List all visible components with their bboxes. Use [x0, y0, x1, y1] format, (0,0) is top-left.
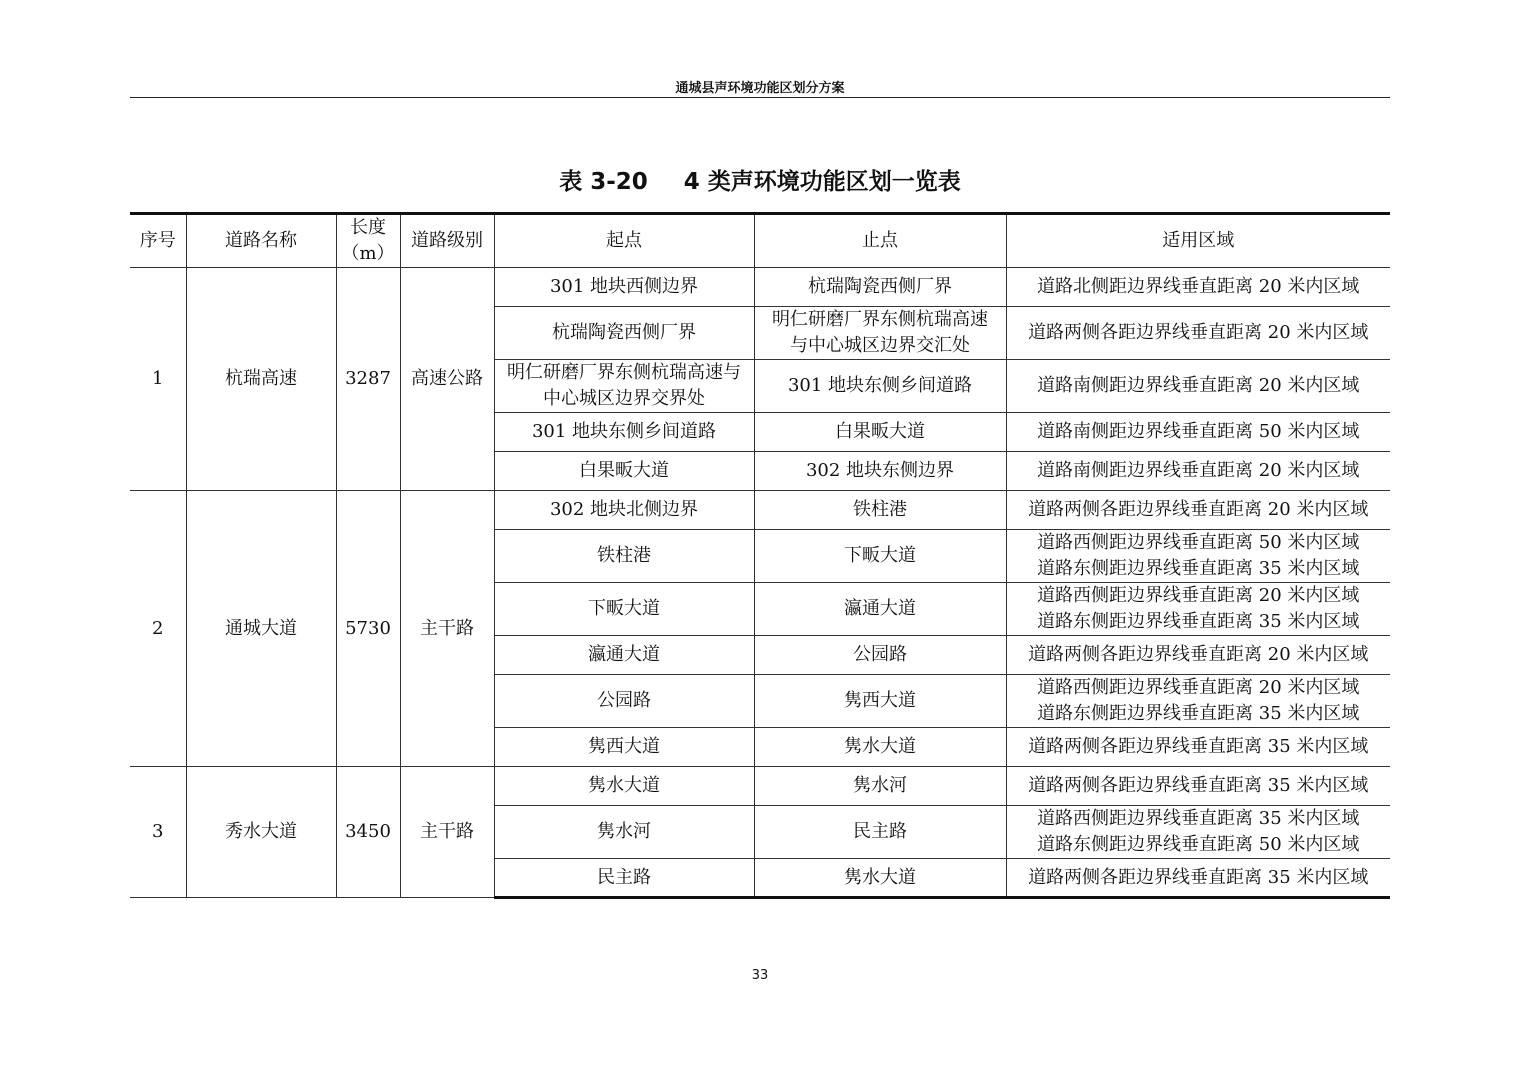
cell-area-line: 道路两侧各距边界线垂直距离 20 米内区域 [1028, 644, 1369, 665]
running-header: 通城县声环境功能区划分方案 [675, 81, 845, 96]
table-row [130, 767, 1390, 806]
cell-end [754, 530, 1006, 583]
cell-start [494, 767, 754, 806]
cell-area [1006, 636, 1390, 675]
cell-end-line: 明仁研磨厂界东侧杭瑞高速 [772, 309, 988, 330]
cell-end-line: 白果畈大道 [835, 421, 925, 442]
cell-end-line: 301 地块东侧乡间道路 [787, 375, 973, 396]
cell-end-line: 隽水大道 [844, 736, 916, 757]
cell-start-line: 301 地块东侧乡间道路 [531, 421, 717, 442]
cell-area-line: 道路东侧距边界线垂直距离 35 米内区域 [1037, 703, 1360, 724]
cell-end-line: 隽水河 [853, 775, 907, 796]
table-title: 4 类声环境功能区划一览表 [683, 169, 961, 195]
cell-area [1006, 728, 1390, 767]
cell-end-line: 瀛通大道 [844, 598, 916, 619]
cell-start [494, 636, 754, 675]
cell-start-line: 302 地块北侧边界 [549, 499, 699, 520]
cell-end-line: 公园路 [853, 644, 907, 665]
cell-area-line: 道路南侧距边界线垂直距离 50 米内区域 [1037, 421, 1360, 442]
table-number: 表 3-20 [559, 169, 648, 195]
cell-end-line: 下畈大道 [844, 545, 916, 566]
cell-start-line: 公园路 [597, 690, 651, 711]
col-header-area: 适用区域 [1006, 214, 1390, 268]
header-row [130, 214, 1390, 268]
cell-area-line: 道路两侧各距边界线垂直距离 20 米内区域 [1028, 499, 1369, 520]
cell-end [754, 452, 1006, 491]
header-rule [130, 97, 1390, 98]
cell-start-line: 铁柱港 [597, 545, 651, 566]
cell-area [1006, 859, 1390, 898]
cell-end [754, 767, 1006, 806]
cell-start [494, 413, 754, 452]
cell-area-line: 道路西侧距边界线垂直距离 20 米内区域 [1037, 585, 1360, 606]
cell-end-line: 杭瑞陶瓷西侧厂界 [808, 276, 952, 297]
cell-end [754, 413, 1006, 452]
cell-start-line: 隽水河 [597, 821, 651, 842]
cell-start-line: 白果畈大道 [579, 460, 669, 481]
cell-area-line: 道路东侧距边界线垂直距离 35 米内区域 [1037, 558, 1360, 579]
cell-end [754, 675, 1006, 728]
cell-end-line: 铁柱港 [853, 499, 907, 520]
cell-start-line: 民主路 [597, 866, 651, 888]
col-header-end: 止点 [754, 214, 1006, 268]
cell-area-line: 道路北侧距边界线垂直距离 20 米内区域 [1037, 276, 1360, 297]
cell-area-line: 道路东侧距边界线垂直距离 50 米内区域 [1037, 834, 1360, 855]
noise-zone-table [130, 212, 1390, 899]
cell-area [1006, 268, 1390, 307]
cell-grade: 高速公路 [400, 268, 494, 491]
cell-start [494, 491, 754, 530]
cell-start [494, 360, 754, 413]
cell-length: 5730 [336, 491, 400, 767]
cell-area [1006, 307, 1390, 360]
cell-start-line: 下畈大道 [588, 598, 660, 619]
cell-area-line: 道路西侧距边界线垂直距离 50 米内区域 [1037, 532, 1360, 553]
cell-end-line: 302 地块东侧边界 [805, 460, 955, 481]
cell-area-line: 道路东侧距边界线垂直距离 35 米内区域 [1037, 611, 1360, 632]
col-header-no: 序号 [130, 214, 186, 268]
cell-area-line: 道路两侧各距边界线垂直距离 35 米内区域 [1028, 775, 1369, 796]
cell-area [1006, 583, 1390, 636]
table-row [130, 268, 1390, 307]
table-caption [130, 163, 1390, 196]
cell-no: 2 [130, 491, 186, 767]
col-header-grade: 道路级别 [400, 214, 494, 268]
cell-grade: 主干路 [400, 491, 494, 767]
cell-start [494, 806, 754, 859]
col-header-length-line1: 长度 [350, 217, 386, 238]
cell-area [1006, 675, 1390, 728]
cell-length: 3287 [336, 268, 400, 491]
cell-start [494, 530, 754, 583]
table-row [130, 491, 1390, 530]
cell-area [1006, 806, 1390, 859]
cell-start [494, 452, 754, 491]
cell-end [754, 636, 1006, 675]
table-body [130, 268, 1390, 898]
cell-area [1006, 452, 1390, 491]
cell-area [1006, 491, 1390, 530]
cell-start [494, 675, 754, 728]
cell-area-line: 道路两侧各距边界线垂直距离 35 米内区域 [1028, 866, 1369, 888]
cell-area-line: 道路两侧各距边界线垂直距离 20 米内区域 [1028, 322, 1369, 343]
cell-start [494, 859, 754, 898]
page-number: 33 [751, 968, 769, 983]
cell-start-line: 中心城区边界交界处 [543, 388, 705, 409]
cell-area-line: 道路南侧距边界线垂直距离 20 米内区域 [1037, 375, 1360, 396]
col-header-road-name: 道路名称 [186, 214, 336, 268]
cell-end [754, 491, 1006, 530]
cell-start-line: 隽水大道 [588, 775, 660, 796]
cell-end [754, 583, 1006, 636]
cell-area-line: 道路两侧各距边界线垂直距离 35 米内区域 [1028, 736, 1369, 757]
cell-area-line: 道路南侧距边界线垂直距离 20 米内区域 [1037, 460, 1360, 481]
cell-end [754, 728, 1006, 767]
cell-start-line: 杭瑞陶瓷西侧厂界 [552, 322, 696, 343]
cell-start [494, 307, 754, 360]
cell-area [1006, 413, 1390, 452]
cell-grade: 主干路 [400, 767, 494, 898]
cell-area-line: 道路西侧距边界线垂直距离 20 米内区域 [1037, 677, 1360, 698]
cell-area [1006, 360, 1390, 413]
cell-end-line: 隽西大道 [844, 690, 916, 711]
cell-end [754, 806, 1006, 859]
col-header-length [336, 214, 400, 268]
cell-area-line: 道路西侧距边界线垂直距离 35 米内区域 [1037, 808, 1360, 829]
cell-end-line: 隽水大道 [844, 866, 916, 888]
cell-start-line: 瀛通大道 [588, 644, 660, 665]
cell-end [754, 268, 1006, 307]
cell-area [1006, 530, 1390, 583]
cell-road-name: 杭瑞高速 [186, 268, 336, 491]
cell-end [754, 307, 1006, 360]
cell-start-line: 隽西大道 [588, 736, 660, 757]
cell-start-line: 301 地块西侧边界 [549, 276, 699, 297]
cell-end [754, 859, 1006, 898]
cell-end [754, 360, 1006, 413]
cell-road-name: 秀水大道 [186, 767, 336, 898]
cell-end-line: 与中心城区边界交汇处 [790, 335, 970, 356]
cell-length: 3450 [336, 767, 400, 898]
cell-road-name: 通城大道 [186, 491, 336, 767]
cell-start [494, 583, 754, 636]
cell-no: 1 [130, 268, 186, 491]
cell-start [494, 728, 754, 767]
cell-end-line: 民主路 [853, 821, 907, 842]
col-header-start: 起点 [494, 214, 754, 268]
cell-area [1006, 767, 1390, 806]
cell-start-line: 明仁研磨厂界东侧杭瑞高速与 [507, 362, 741, 383]
cell-no: 3 [130, 767, 186, 898]
col-header-length-line2: （m） [341, 243, 395, 264]
cell-start [494, 268, 754, 307]
